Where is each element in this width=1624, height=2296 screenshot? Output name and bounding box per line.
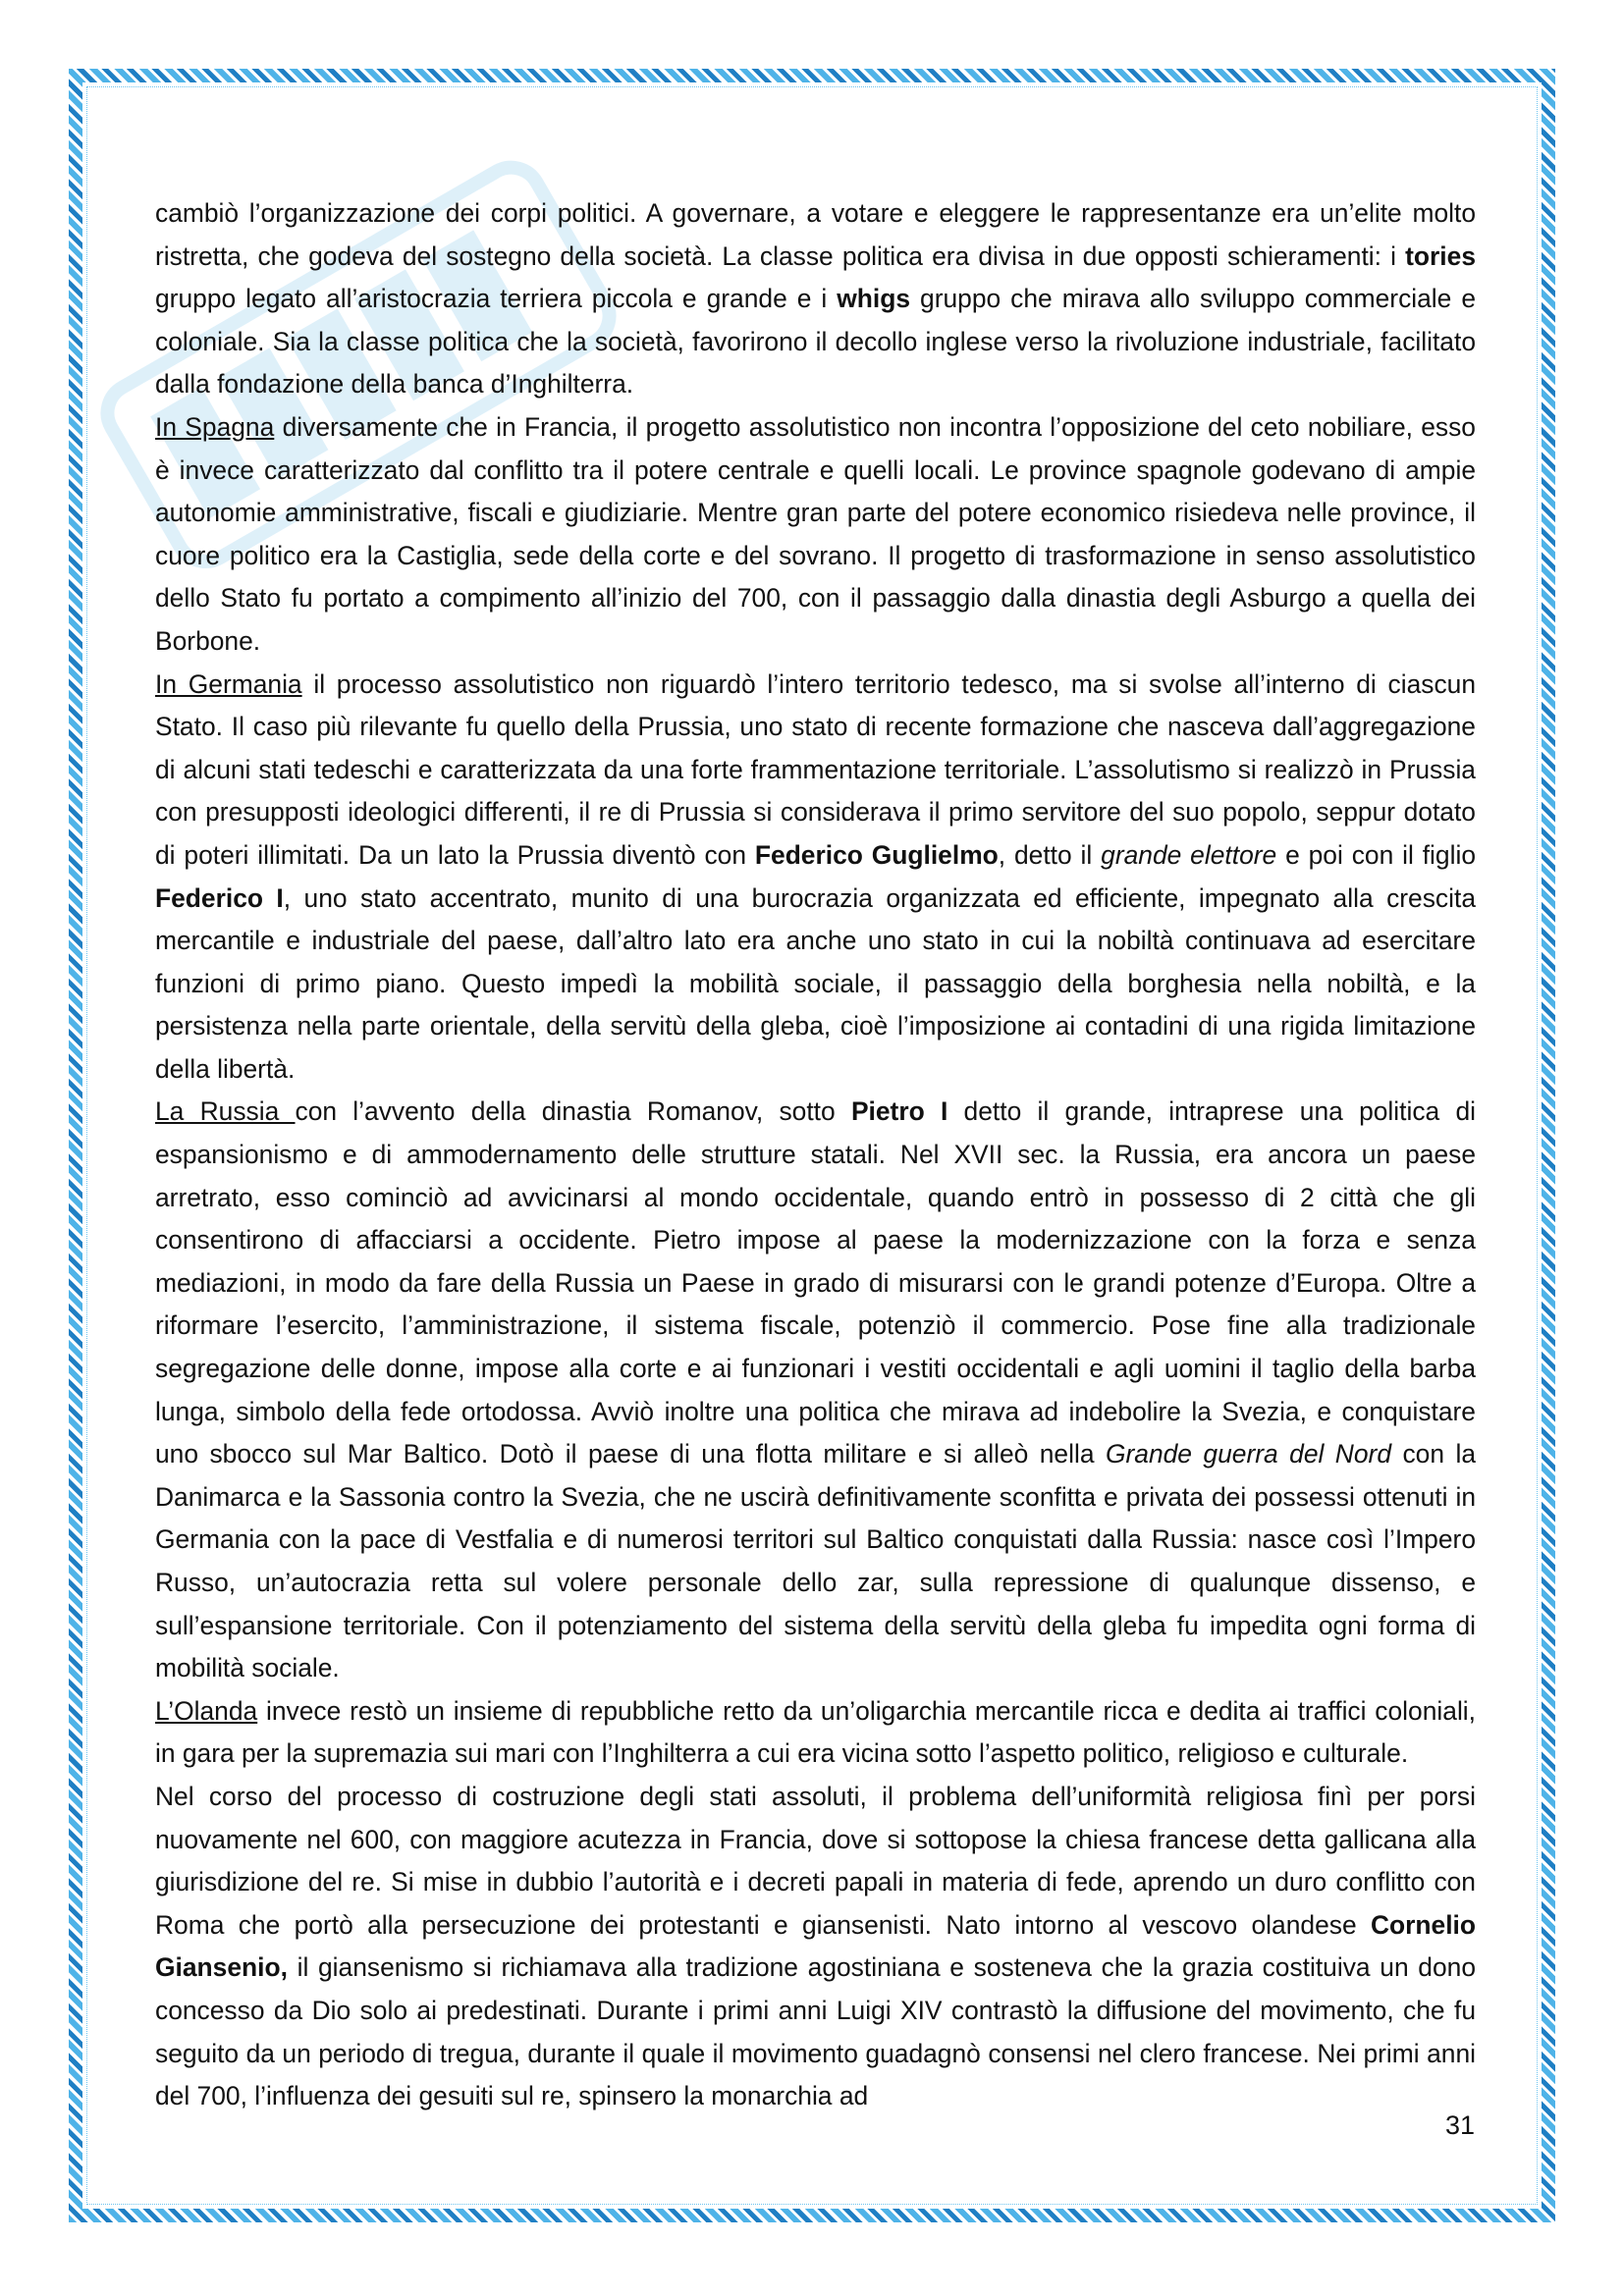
bold-text: Cornelio Giansenio, [155,1909,1476,1983]
text-run: gruppo che mirava allo sviluppo commerciale e coloniale. Sia la classe politica che la società, favorirono il decollo inglese verso la rivoluzione industriale, facilitato dalla fondazione della banca d’Inghilterra. [155,284,1476,400]
text-run: , detto il [998,839,1102,870]
text-run: e poi con il figlio [1276,839,1476,870]
text-run: il processo assolutistico non riguardò l’intero territorio tedesco, ma si svolse all’interno di ciascun Stato. Il caso più rilevante fu quello della Prussia, uno stato di recente formazione che nasceva dall’aggregazione di alcuni stati tedeschi e caratterizzata da una forte frammentazione territoriale. L’assolutismo si realizzò in Prussia con presupposti ideologici differenti, il re di Prussia si considerava il primo servitore del suo popolo, seppur dotato di poteri illimitati. Da un lato la Prussia diventò con [155,668,1476,870]
section-heading: In Spagna [155,411,275,442]
paragraph [155,1776,1476,2118]
text-run: invece restò un insieme di repubbliche retto da un’oligarchia mercantile ricca e dedita ai traffici coloniali, in gara per la supremazia sui mari con l’Inghilterra a cui era vicina sotto l’aspetto politico, religioso e culturale. [155,1695,1476,1769]
text-run: con l’avvento della dinastia Romanov, sotto [295,1096,851,1127]
text-run: detto il grande, intraprese una politica di espansionismo e di ammodernamento delle strutture statali. Nel XVII sec. la Russia, era ancora un paese arretrato, esso cominciò ad avvicinarsi al mondo occidentale, quando entrò in possesso di 2 città che gli consentirono di affacciarsi a occidente. Pietro impose al paese la modernizzazione con la forza e senza mediazioni, in modo da fare della Russia un Paese in grado di misurarsi con le grandi potenze d’Europa. Oltre a riformare l’esercito, l’amministrazione, il sistema fiscale, potenziò il commercio. Pose fine alla tradizionale segregazione delle donne, impose alla corte e ai funzionari i vestiti occidentali e agli uomini il taglio della barba lunga, simbolo della fede ortodossa. Avviò inoltre una politica che mirava ad indebolire la Svezia, e conquistare uno sbocco sul Mar Baltico. Dotò il paese di una flotta militare e si alleò nella [155,1096,1477,1469]
paragraph [155,664,1476,1092]
text-run: , uno stato accentrato, munito di una burocrazia organizzata ed efficiente, impegnato alla crescita mercantile e industriale del paese, dall’altro lato era anche uno stato in cui la nobiltà continuava ad esercitare funzioni di primo piano. Questo impedì la mobilità sociale, il passaggio della borghesia nella nobiltà, e la persistenza nella parte orientale, della servitù della gleba, cioè l’imposizione ai contadini di una rigida limitazione della libertà. [155,882,1476,1084]
bold-text: tories [1405,240,1476,271]
italic-text: Grande guerra del Nord [1105,1439,1392,1469]
paragraph [155,1690,1476,1776]
paragraph [155,1091,1476,1689]
text-run: con la Danimarca e la Sassonia contro la Svezia, che ne uscirà definitivamente sconfitta e privata dei possessi ottenuti in Germania con la pace di Vestfalia e di numerosi territori sul Baltico conquistati dalla Russia: nasce così l’Impero Russo, un’autocrazia retta sul volere personale dello zar, sulla repressione di qualunque dissenso, e sull’espansione territoriale. Con il potenziamento del sistema della servitù della gleba fu impedita ogni forma di mobilità sociale. [155,1439,1476,1683]
text-run: diversamente che in Francia, il progetto assolutistico non incontra l’opposizione del ceto nobiliare, esso è invece caratterizzato dal conflitto tra il potere centrale e quelli locali. Le province spagnole godevano di ampie autonomie amministrative, fiscali e giudiziarie. Mentre gran parte del potere economico risiedeva nelle province, il cuore politico era la Castiglia, sede della corte e del sovrano. Il progetto di trasformazione in senso assolutistico dello Stato fu portato a compimento all’inizio del 700, con il passaggio dalla dinastia degli Asburgo a quella dei Borbone. [155,411,1476,656]
italic-text: grande elettore [1101,839,1277,870]
bold-text: Federico I [155,882,284,913]
section-heading: In Germania [155,668,302,699]
text-run: il giansenismo si richiamava alla tradizione agostiniana e sosteneva che la grazia costituiva un dono concesso da Dio solo ai predestinati. Durante i primi anni Luigi XIV contrastò la diffusione del movimento, che fu seguito da un periodo di tregua, durante il quale il movimento guadagnò consensi nel clero francese. Nei primi anni del 700, l’influenza dei gesuiti sul re, spinsero la monarchia ad [155,1952,1476,2111]
page-number: 31 [1444,2110,1475,2140]
paragraph [155,192,1476,406]
bold-text: Federico Guglielmo [754,839,999,870]
text-run: gruppo legato all’aristocrazia terriera piccola e grande e i [155,284,838,314]
paragraph [155,406,1476,664]
text-run: Nel corso del processo di costruzione degli stati assoluti, il problema dell’uniformità religiosa finì per porsi nuovamente nel 600, con maggiore acutezza in Francia, dove si sottopose la chiesa francese detta gallicana alla giurisdizione del re. Si mise in dubbio l’autorità e i decreti papali in materia di fede, aprendo un duro conflitto con Roma che portò alla persecuzione dei protestanti e giansenisti. Nato intorno al vescovo olandese [155,1781,1476,1940]
document-body [155,192,1476,2118]
text-run: cambiò l’organizzazione dei corpi politici. A governare, a votare e eleggere le rappresentanze era un’elite molto ristretta, che godeva del sostegno della società. La classe politica era divisa in due opposti schieramenti: i [155,198,1476,271]
bold-text: whigs [837,284,911,314]
section-heading: L’Olanda [155,1695,258,1726]
bold-text: Pietro I [850,1096,948,1127]
section-heading: La Russia [155,1096,296,1127]
